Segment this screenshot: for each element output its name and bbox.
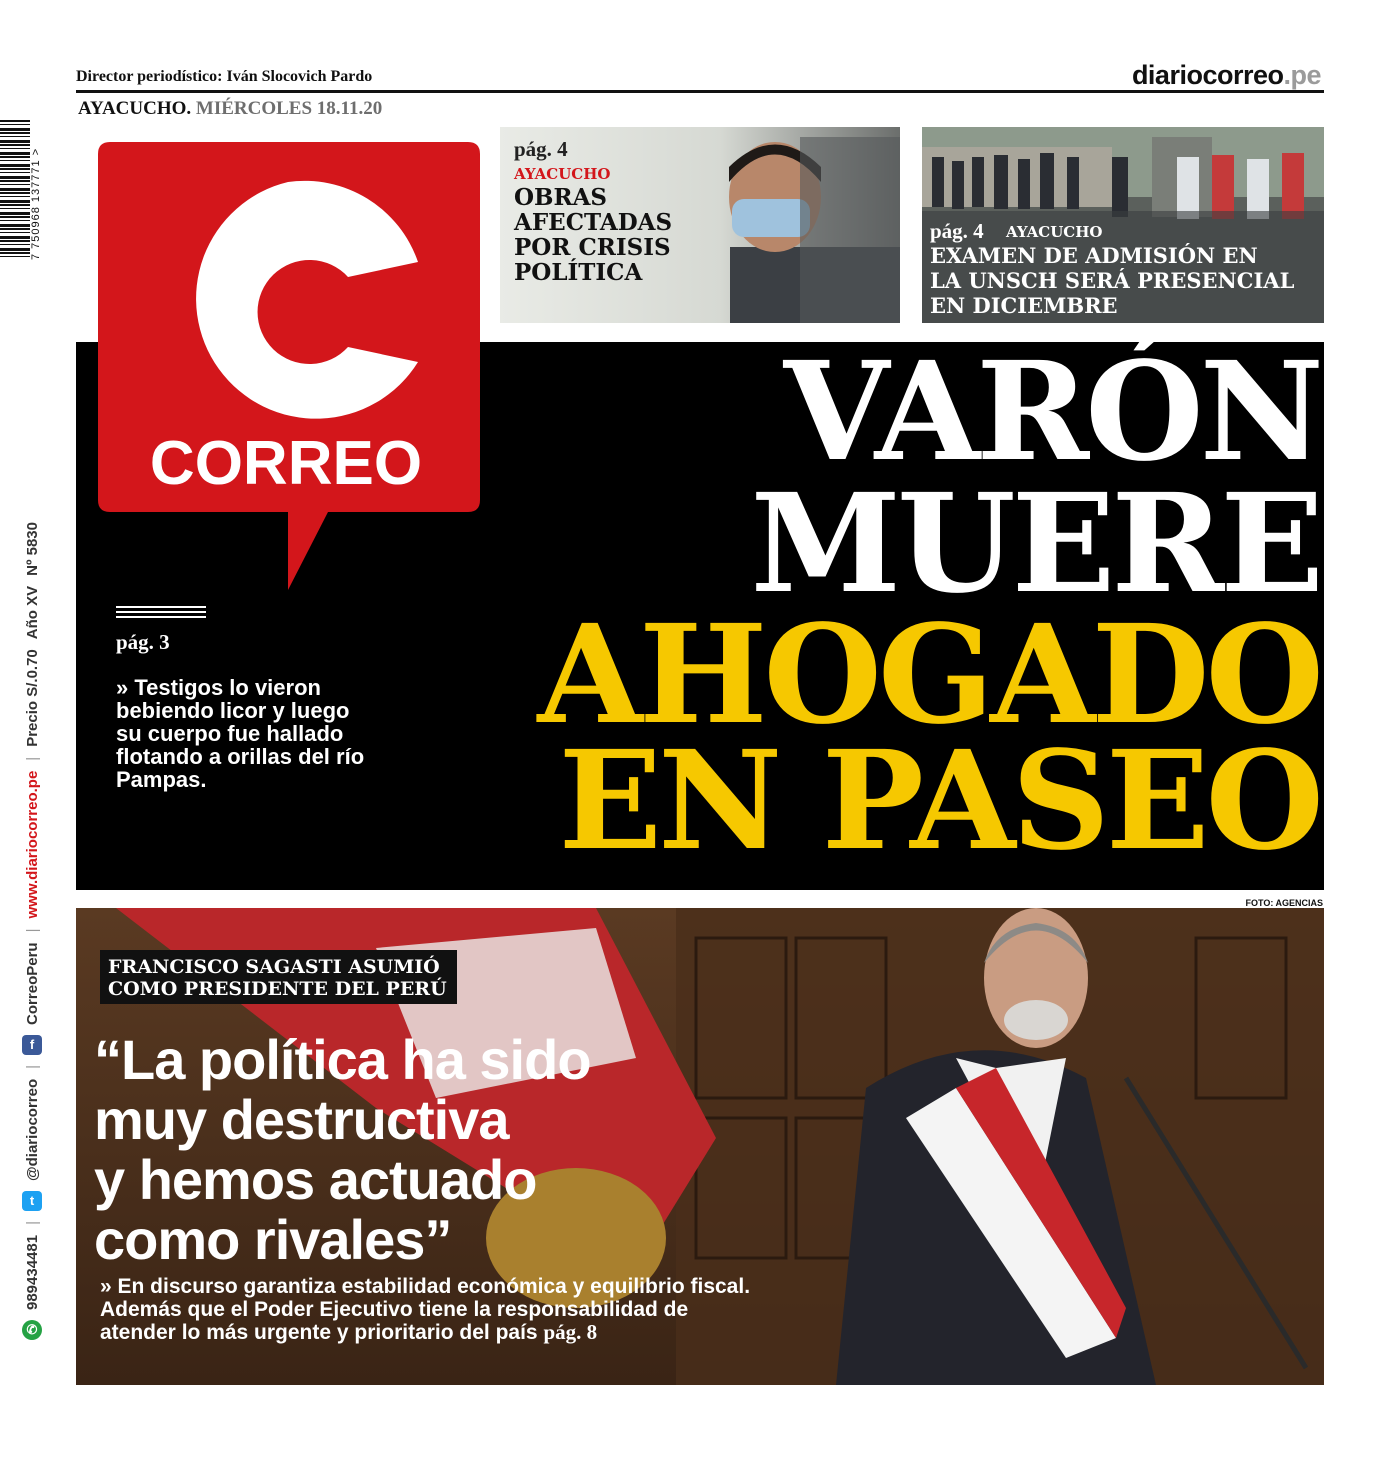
decor-lines xyxy=(116,606,206,620)
site-url[interactable] xyxy=(1132,60,1321,91)
barcode-digits: 7 750968 137771 > xyxy=(30,147,42,260)
main-headline-yellow xyxy=(380,595,1320,881)
side-separator: | xyxy=(23,928,41,933)
side-separator: | xyxy=(23,756,41,761)
teaser-kicker: AYACUCHO xyxy=(514,165,611,183)
teaser-title-line: POR CRISIS xyxy=(514,234,671,261)
side-number: Nº 5830 xyxy=(23,522,41,576)
photo-credit: FOTO: AGENCIAS xyxy=(1245,898,1323,908)
side-url[interactable]: www.diariocorreo.pe xyxy=(23,770,41,919)
main-story-page: pág. 3 xyxy=(116,630,170,654)
main-headline-white xyxy=(480,332,1320,624)
side-whatsapp: 989434481 xyxy=(23,1234,41,1310)
side-facebook[interactable]: CorreoPeru xyxy=(23,942,41,1025)
site-main: diariocorreo xyxy=(1131,60,1284,90)
quote-line: muy destructiva xyxy=(94,1088,509,1151)
teaser-obras[interactable] xyxy=(500,127,900,323)
headline-line: EN PASEO xyxy=(558,721,1320,881)
second-story-summary-text: » En discurso garantiza estabilidad económica y equilibrio fiscal. Además que el Poder Ejecutivo tiene la responsabilidad de atender lo más urgente y prioritario del país xyxy=(100,1275,751,1344)
kicker-line: FRANCISCO SAGASTI ASUMIÓ xyxy=(108,956,440,978)
side-separator: | xyxy=(23,1064,41,1069)
twitter-icon: t xyxy=(22,1191,42,1211)
logo-name: CORREO xyxy=(149,429,423,498)
teaser-title-line: POLÍTICA xyxy=(514,259,643,286)
side-year: Año XV xyxy=(23,585,41,640)
headline-line: MUERE xyxy=(750,464,1320,624)
teaser-title-line: EN DICIEMBRE xyxy=(930,293,1118,318)
teaser-page: pág. 4 xyxy=(514,137,568,161)
teaser-examen[interactable] xyxy=(922,127,1324,323)
second-story-page: pág. 8 xyxy=(543,1320,598,1344)
header-rule xyxy=(76,90,1324,93)
quote-line: “La política ha sido xyxy=(94,1028,591,1091)
teaser-title-line: AFECTADAS xyxy=(514,209,673,236)
site-tld: .pe xyxy=(1283,60,1321,90)
side-twitter[interactable]: @diariocorreo xyxy=(23,1078,41,1181)
side-separator: | xyxy=(23,1221,41,1225)
dateline-city: AYACUCHO. xyxy=(78,98,192,119)
barcode-digits-wrap xyxy=(30,120,50,260)
barcode xyxy=(0,120,30,260)
whatsapp-icon: ✆ xyxy=(22,1320,42,1340)
teaser-page: pág. 4 xyxy=(930,219,984,243)
teaser-title-line: LA UNSCH SERÁ PRESENCIAL xyxy=(930,268,1295,293)
second-story-kicker xyxy=(100,950,457,1004)
headline-line: VARÓN xyxy=(783,332,1320,492)
teaser-title-line: EXAMEN DE ADMISIÓN EN xyxy=(930,243,1258,268)
quote-line: y hemos actuado xyxy=(94,1148,537,1211)
teaser-title-line: OBRAS xyxy=(514,184,608,211)
headline-line: AHOGADO xyxy=(537,595,1320,755)
quote-line: como rivales” xyxy=(94,1208,452,1271)
second-story-quote xyxy=(94,1030,794,1270)
main-story-summary: » Testigos lo vieron bebiendo licor y luego su cuerpo fue hallado flotando a orillas del río Pampas. xyxy=(116,675,365,792)
kicker-line: COMO PRESIDENTE DEL PERÚ xyxy=(108,978,447,1000)
teaser-kicker: AYACUCHO xyxy=(1006,223,1103,241)
director-credit: Director periodístico: Iván Slocovich Pardo xyxy=(76,68,373,85)
correo-logo[interactable] xyxy=(98,142,480,590)
second-story-summary xyxy=(100,1275,760,1344)
dateline xyxy=(78,98,382,120)
facebook-icon: f xyxy=(22,1035,42,1055)
side-price: Precio S/.0.70 xyxy=(23,649,41,747)
dateline-date: MIÉRCOLES 18.11.20 xyxy=(195,98,383,119)
